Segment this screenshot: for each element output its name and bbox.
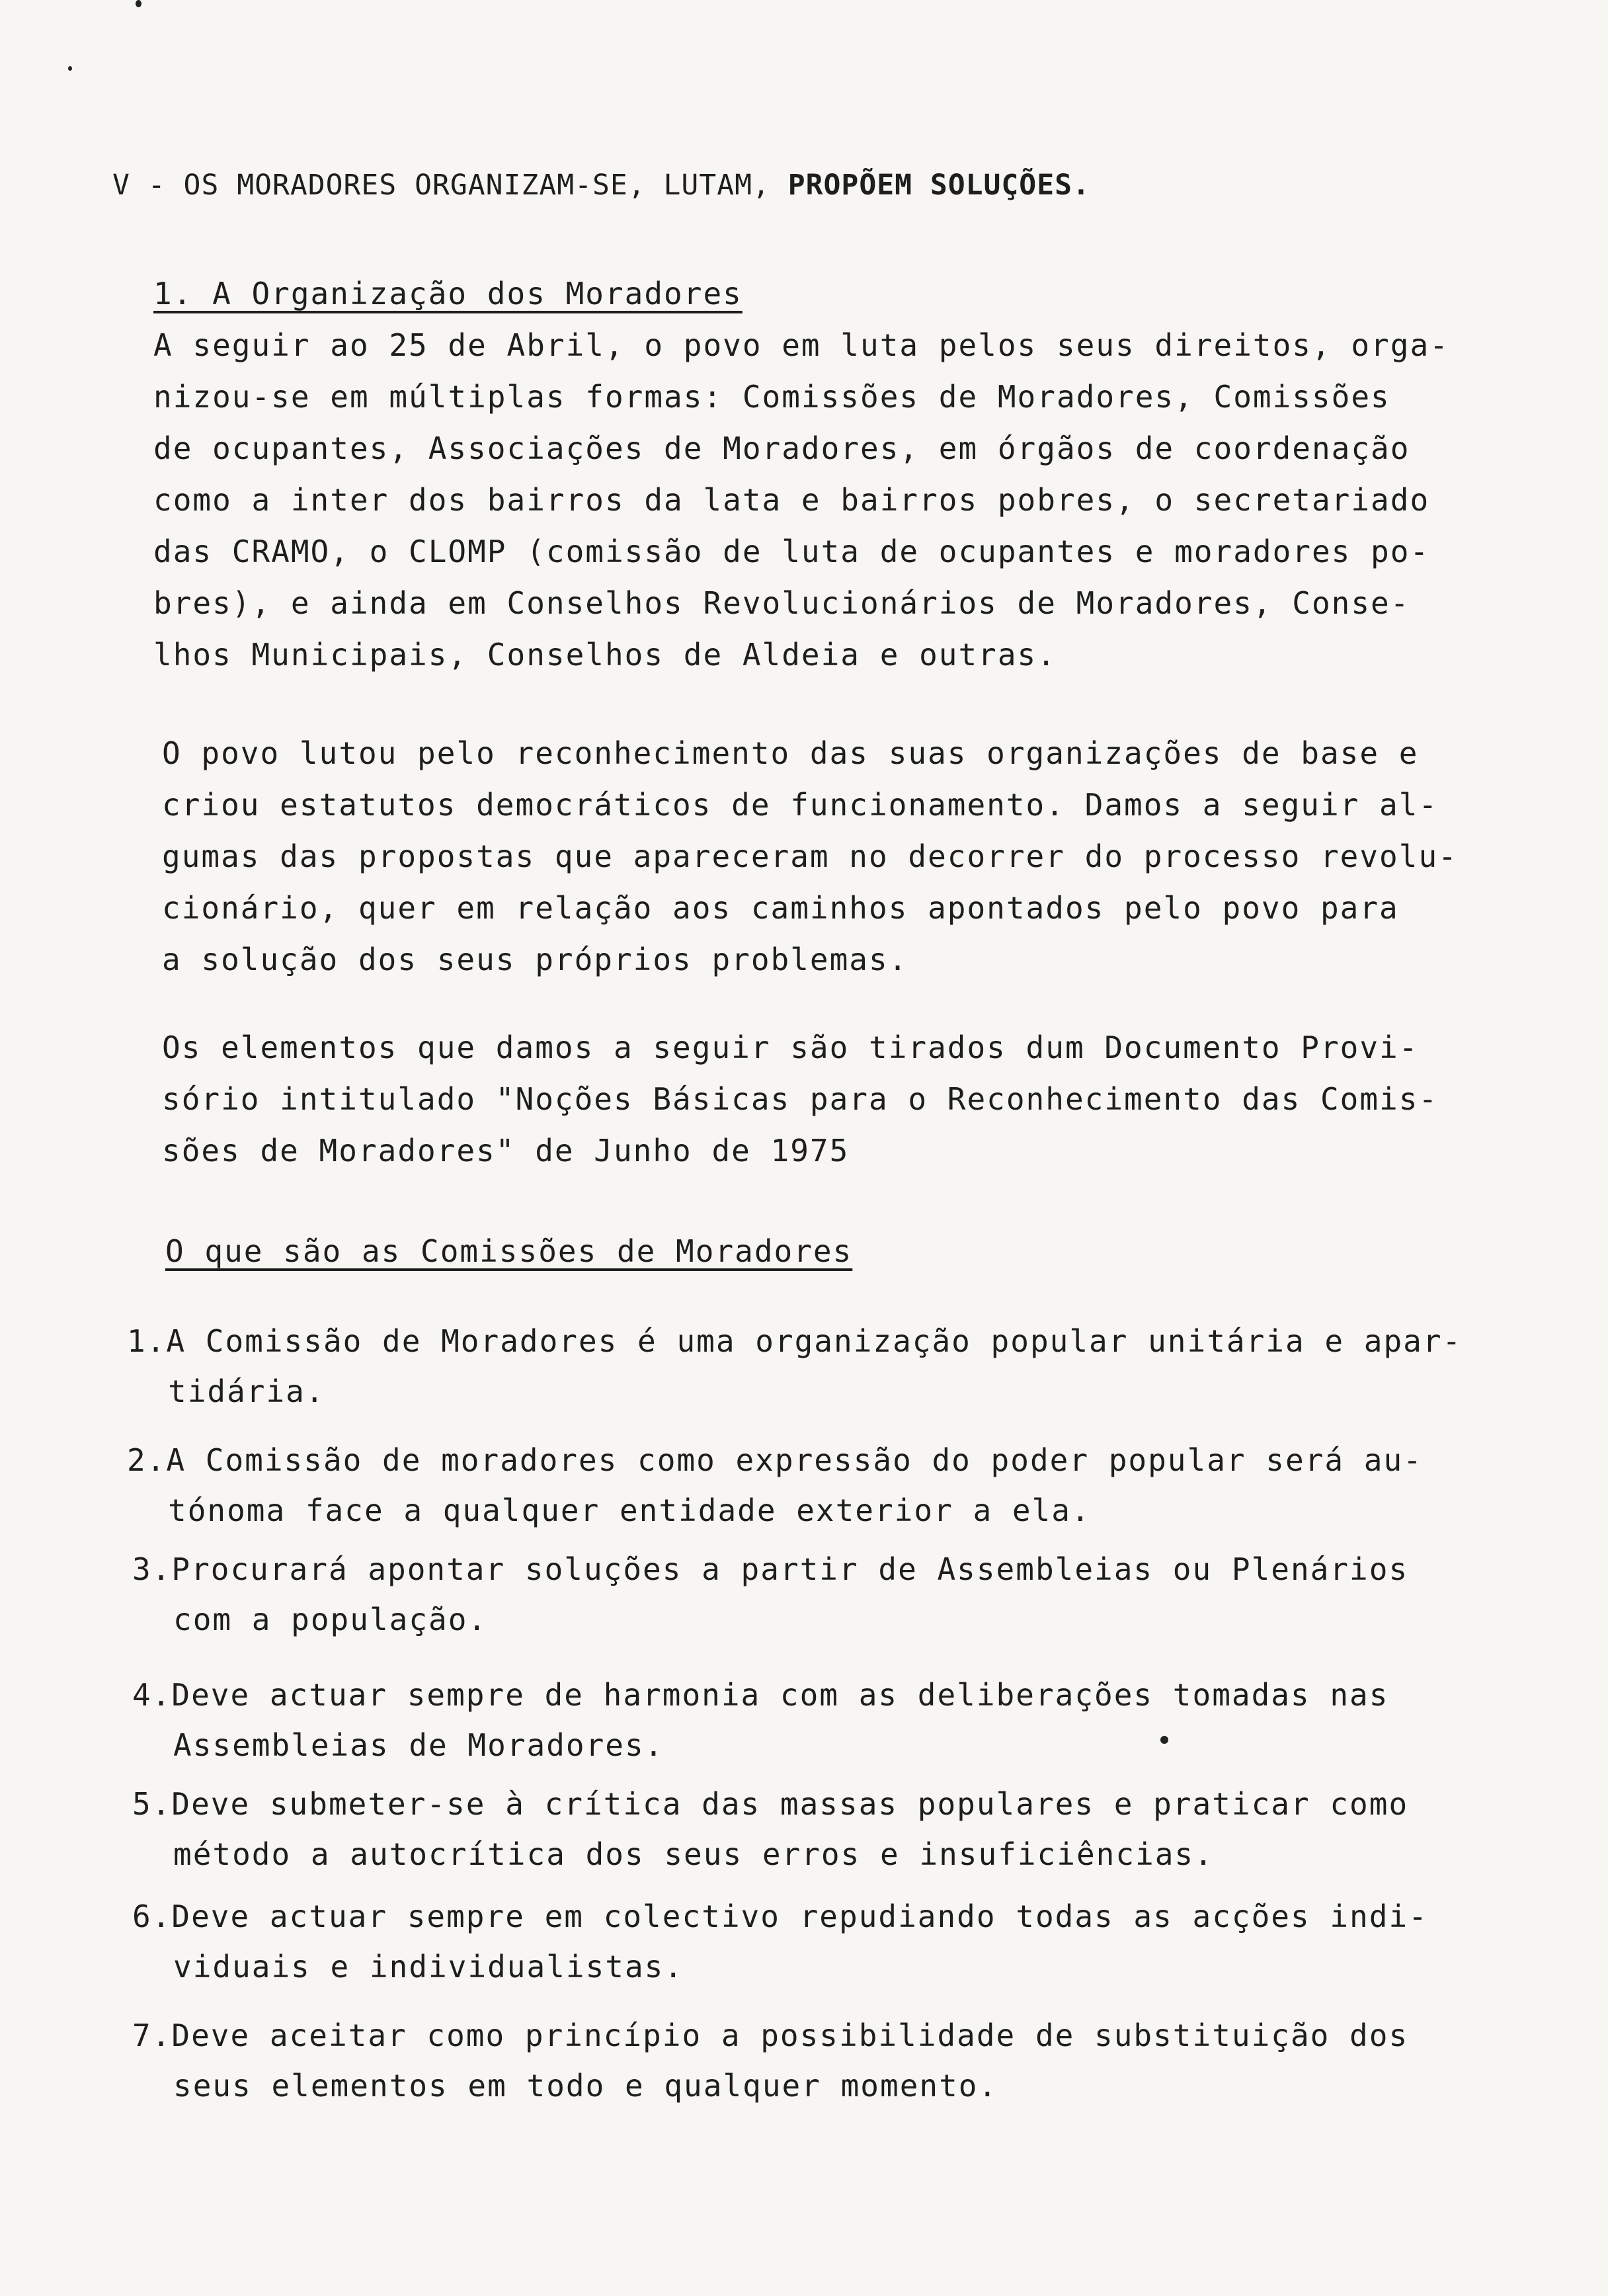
item-number: 5.	[132, 1786, 172, 1822]
scan-speck	[136, 0, 141, 7]
list-item	[132, 1670, 1388, 1770]
item-line: Deve aceitar como princípio a possibilidade de substituição dos	[171, 2018, 1409, 2053]
item-line: tónoma face a qualquer entidade exterior a ela.	[168, 1493, 1091, 1528]
item-line: tidária.	[168, 1374, 325, 1409]
paragraph-1-line: nizou-se em múltiplas formas: Comissões de Moradores, Comissões	[153, 379, 1390, 415]
subheading: O que são as Comissões de Moradores	[165, 1233, 853, 1269]
paragraph-2-line: a solução dos seus próprios problemas.	[162, 942, 908, 977]
item-number: 7.	[132, 2018, 172, 2053]
paragraph-3-line: Os elementos que damos a seguir são tirados dum Documento Provi-	[162, 1030, 1419, 1065]
item-number: 6.	[132, 1899, 172, 1934]
paragraph-2	[162, 727, 1458, 985]
item-line: Deve actuar sempre em colectivo repudiando todas as acções indi-	[171, 1899, 1428, 1934]
paragraph-3-line: sões de Moradores" de Junho de 1975	[162, 1133, 850, 1168]
paragraph-1-line: como a inter dos bairros da lata e bairros pobres, o secretariado	[153, 482, 1430, 518]
section-1	[153, 268, 1449, 680]
page-heading	[112, 169, 1090, 202]
scan-speck	[68, 66, 72, 71]
item-number: 3.	[132, 1551, 172, 1587]
paragraph-2-line: cionário, quer em relação aos caminhos apontados pelo povo para	[162, 890, 1399, 926]
item-line: seus elementos em todo e qualquer momento.	[173, 2068, 998, 2104]
item-number: 1.	[127, 1323, 167, 1359]
paragraph-1-line: de ocupantes, Associações de Moradores, em órgãos de coordenação	[153, 430, 1410, 466]
heading-prefix: V - OS MORADORES ORGANIZAM-SE, LUTAM,	[112, 169, 770, 202]
paragraph-3	[162, 1022, 1438, 1176]
item-number: 2.	[127, 1442, 167, 1478]
paragraph-2-line: criou estatutos democráticos de funcionamento. Damos a seguir al-	[162, 787, 1439, 823]
item-line: Deve submeter-se à crítica das massas populares e praticar como	[171, 1786, 1409, 1822]
paragraph-1-line: lhos Municipais, Conselhos de Aldeia e outras.	[153, 637, 1057, 673]
item-line: método a autocrítica dos seus erros e insuficiências.	[173, 1836, 1214, 1872]
list-item	[132, 1891, 1428, 1992]
paragraph-1-line: bres), e ainda em Conselhos Revolucionários de Moradores, Conse-	[153, 585, 1410, 621]
item-line: com a população.	[173, 1602, 488, 1637]
list-item	[127, 1316, 1462, 1416]
item-line: A Comissão de moradores como expressão do poder popular será au-	[166, 1442, 1423, 1478]
list-item	[132, 2010, 1408, 2111]
list-item	[132, 1779, 1408, 1879]
list-item	[132, 1544, 1408, 1645]
item-number: 4.	[132, 1677, 172, 1713]
item-line: viduais e individualistas.	[173, 1949, 684, 1985]
paragraph-1-line: A seguir ao 25 de Abril, o povo em luta pelos seus direitos, orga-	[153, 327, 1449, 363]
paragraph-2-line: O povo lutou pelo reconhecimento das suas organizações de base e	[162, 735, 1419, 771]
item-line: A Comissão de Moradores é uma organização popular unitária e apar-	[166, 1323, 1463, 1359]
list-item	[127, 1435, 1423, 1536]
item-line: Procurará apontar soluções a partir de Assembleias ou Plenários	[171, 1551, 1409, 1587]
item-line: Assembleias de Moradores.	[173, 1727, 664, 1763]
section-title: 1. A Organização dos Moradores	[153, 276, 743, 311]
item-line: Deve actuar sempre de harmonia com as deliberações tomadas nas	[171, 1677, 1389, 1713]
paragraph-1-line: das CRAMO, o CLOMP (comissão de luta de ocupantes e moradores po-	[153, 534, 1430, 569]
paragraph-2-line: gumas das propostas que apareceram no decorrer do processo revolu-	[162, 839, 1458, 874]
heading-strong: PROPÕEM SOLUÇÕES.	[787, 169, 1090, 202]
paragraph-3-line: sório intitulado "Noções Básicas para o Reconhecimento das Comis-	[162, 1081, 1439, 1117]
